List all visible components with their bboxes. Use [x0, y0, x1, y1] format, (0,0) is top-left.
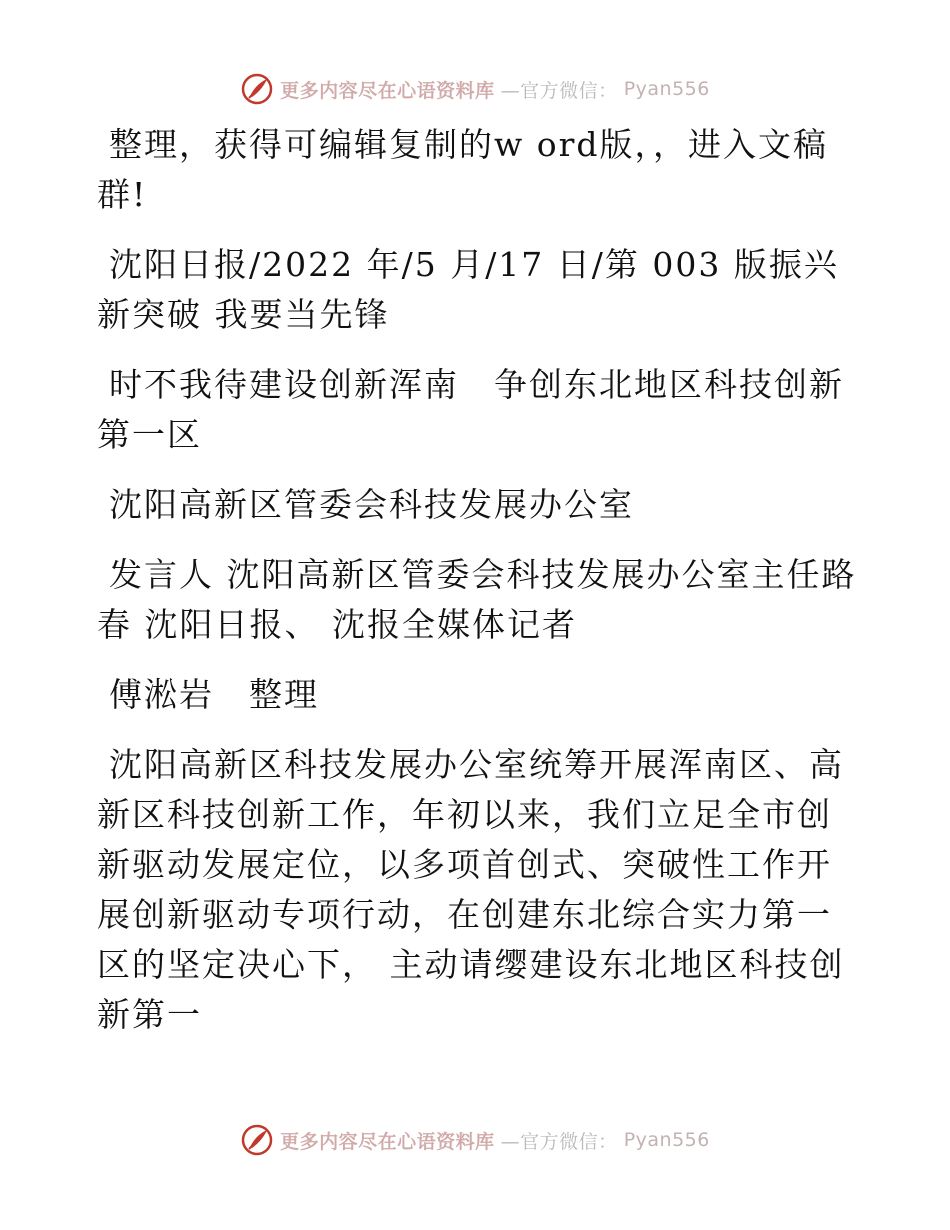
- quill-logo-icon: [240, 72, 274, 106]
- paragraph-7: 沈阳高新区科技发展办公室统筹开展浑南区、高新区科技创新工作，年初以来，我们立足全市创新驱动发展定位，以多项首创式、突破性工作开展创新驱动专项行动，在创建东北综合实力第一区的坚定决心下， 主动请缨建设东北地区科技创新第一: [97, 745, 845, 1034]
- paragraph-2: 沈阳日报/2022 年/5 月/17 日/第 003 版振兴新突破 我要当先锋: [97, 245, 839, 334]
- paragraph-5: 发言人 沈阳高新区管委会科技发展办公室主任路春 沈阳日报、 沈报全媒体记者: [97, 555, 857, 644]
- header-watermark: [0, 69, 950, 109]
- watermark-id-text: Pyan556: [623, 78, 710, 100]
- paragraph-4: 沈阳高新区管委会科技发展办公室: [109, 485, 634, 524]
- watermark-main-text: 更多内容尽在心语资料库: [280, 79, 495, 102]
- paragraph-6: 傅淞岩 整理: [109, 675, 319, 714]
- watermark-id-text: Pyan556: [623, 1129, 710, 1151]
- quill-logo-icon: [240, 1123, 274, 1157]
- document-body: [97, 120, 857, 1060]
- watermark-main-text: 更多内容尽在心语资料库: [280, 1130, 495, 1153]
- footer-watermark: [0, 1120, 950, 1160]
- paragraph-1: 整理，获得可编辑复制的w ord版，，进入文稿群!: [97, 125, 829, 214]
- watermark-sub-text: —官方微信：: [500, 1130, 618, 1153]
- paragraph-3: 时不我待建设创新浑南 争创东北地区科技创新第一区: [97, 365, 844, 454]
- watermark-sub-text: —官方微信：: [500, 79, 618, 102]
